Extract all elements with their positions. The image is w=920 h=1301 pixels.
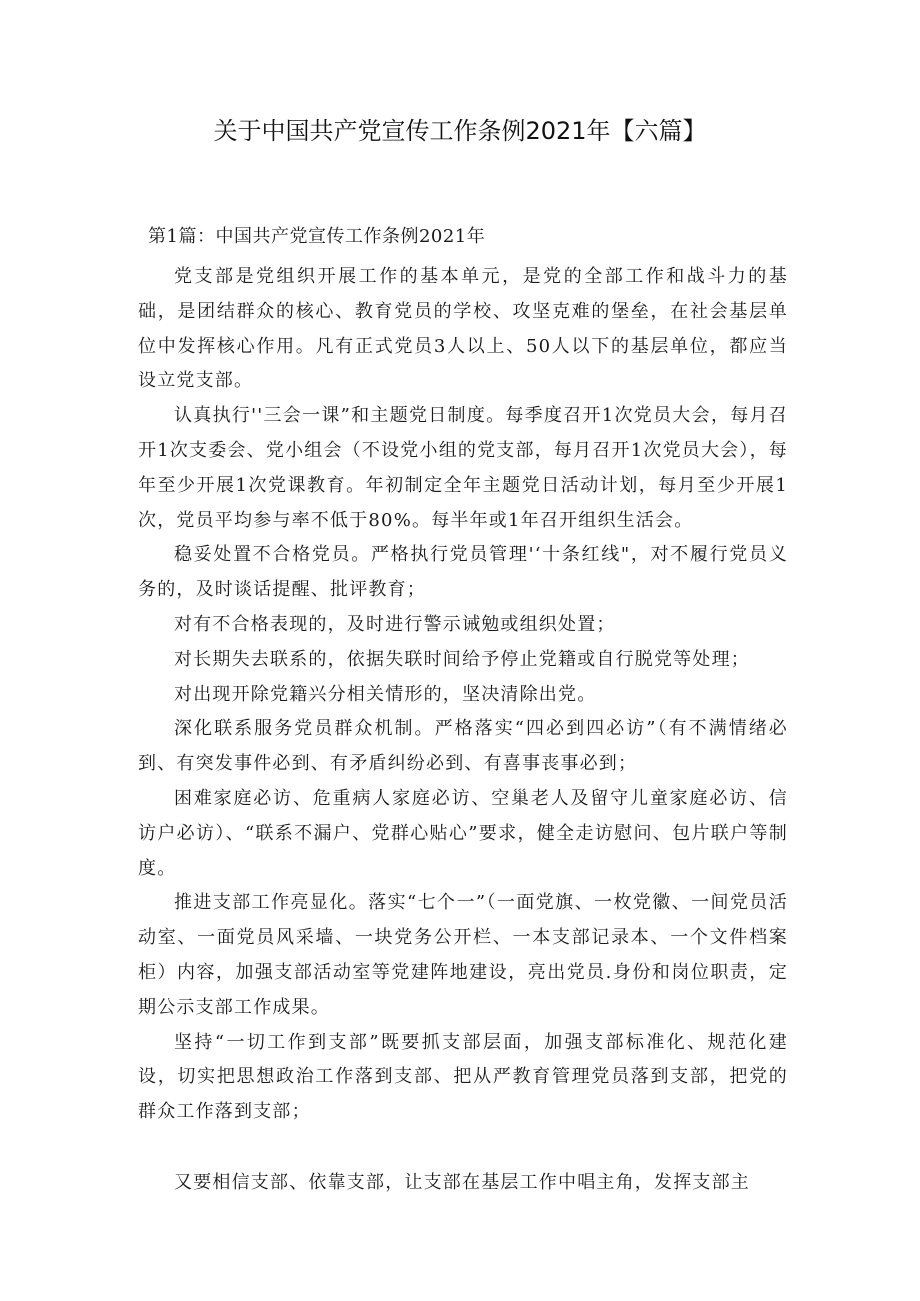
paragraph-3: 稳妥处置不合格党员。严格执行党员管理'‘十条红线"，对不履行党员义务的，及时谈话提醒、批评教育； (138, 544, 788, 601)
document-title: 关于中国共产党宣传工作条例2021年【六篇】 (213, 117, 707, 145)
paragraph-9: 推进支部工作亮显化。落实“七个一”（一面党旗、一枚党徽、一间党员活动室、一面党员风采墙、一块党务公开栏、一本支部记录本、一个文件档案柜）内容，加强支部活动室等党建阵地建设，亮出党员.身份和岗位职责，定期公示支部工作成果。 (138, 892, 788, 1018)
paragraph-8: 困难家庭必访、危重病人家庭必访、空巢老人及留守儿童家庭必访、信访户必访）、“联系不漏户、党群心贴心”要求，健全走访慰问、包片联户等制度。 (138, 787, 788, 879)
document-body (138, 224, 788, 1201)
paragraph-5: 对长期失去联系的，依据失联时间给予停止党籍或自行脱党等处理； (174, 648, 750, 670)
paragraph-7: 深化联系服务党员群众机制。严格落实“四必到四必访”（有不满情绪必到、有突发事件必到、有矛盾纠纷必到、有喜事丧事必到； (138, 718, 788, 775)
paragraph-6: 对出现开除党籍兴分相关情形的，坚决清除出党。 (174, 683, 597, 705)
paragraph-2: 认真执行''三会一课”和主题党日制度。每季度召开1次党员大会，每月召开1次支委会、党小组会（不设党小组的党支部，每月召开1次党员大会），每年至少开展1次党课教育。年初制定全年主题党日活动计划，每月至少开展1次，党员平均参与率不低于80%。每半年或1年召开组织生活会。 (138, 405, 788, 531)
section-heading: 第1篇：中国共产党宣传工作条例2021年 (148, 226, 486, 247)
paragraph-10: 坚持“一切工作到支部”既要抓支部层面，加强支部标准化、规范化建设，切实把思想政治工作落到支部、把从严教育管理党员落到支部，把党的群众工作落到支部； (138, 1031, 788, 1123)
paragraph-4: 对有不合格表现的，及时进行警示诫勉或组织处置； (174, 613, 616, 635)
paragraph-11: 又要相信支部、依靠支部，让支部在基层工作中唱主角，发挥支部主 (174, 1171, 750, 1193)
paragraph-1: 党支部是党组织开展工作的基本单元，是党的全部工作和战斗力的基础，是团结群众的核心、教育党员的学校、攻坚克难的堡垒，在社会基层单位中发挥核心作用。凡有正式党员3人以上、50人以下的基层单位，都应当设立党支部。 (138, 266, 788, 392)
